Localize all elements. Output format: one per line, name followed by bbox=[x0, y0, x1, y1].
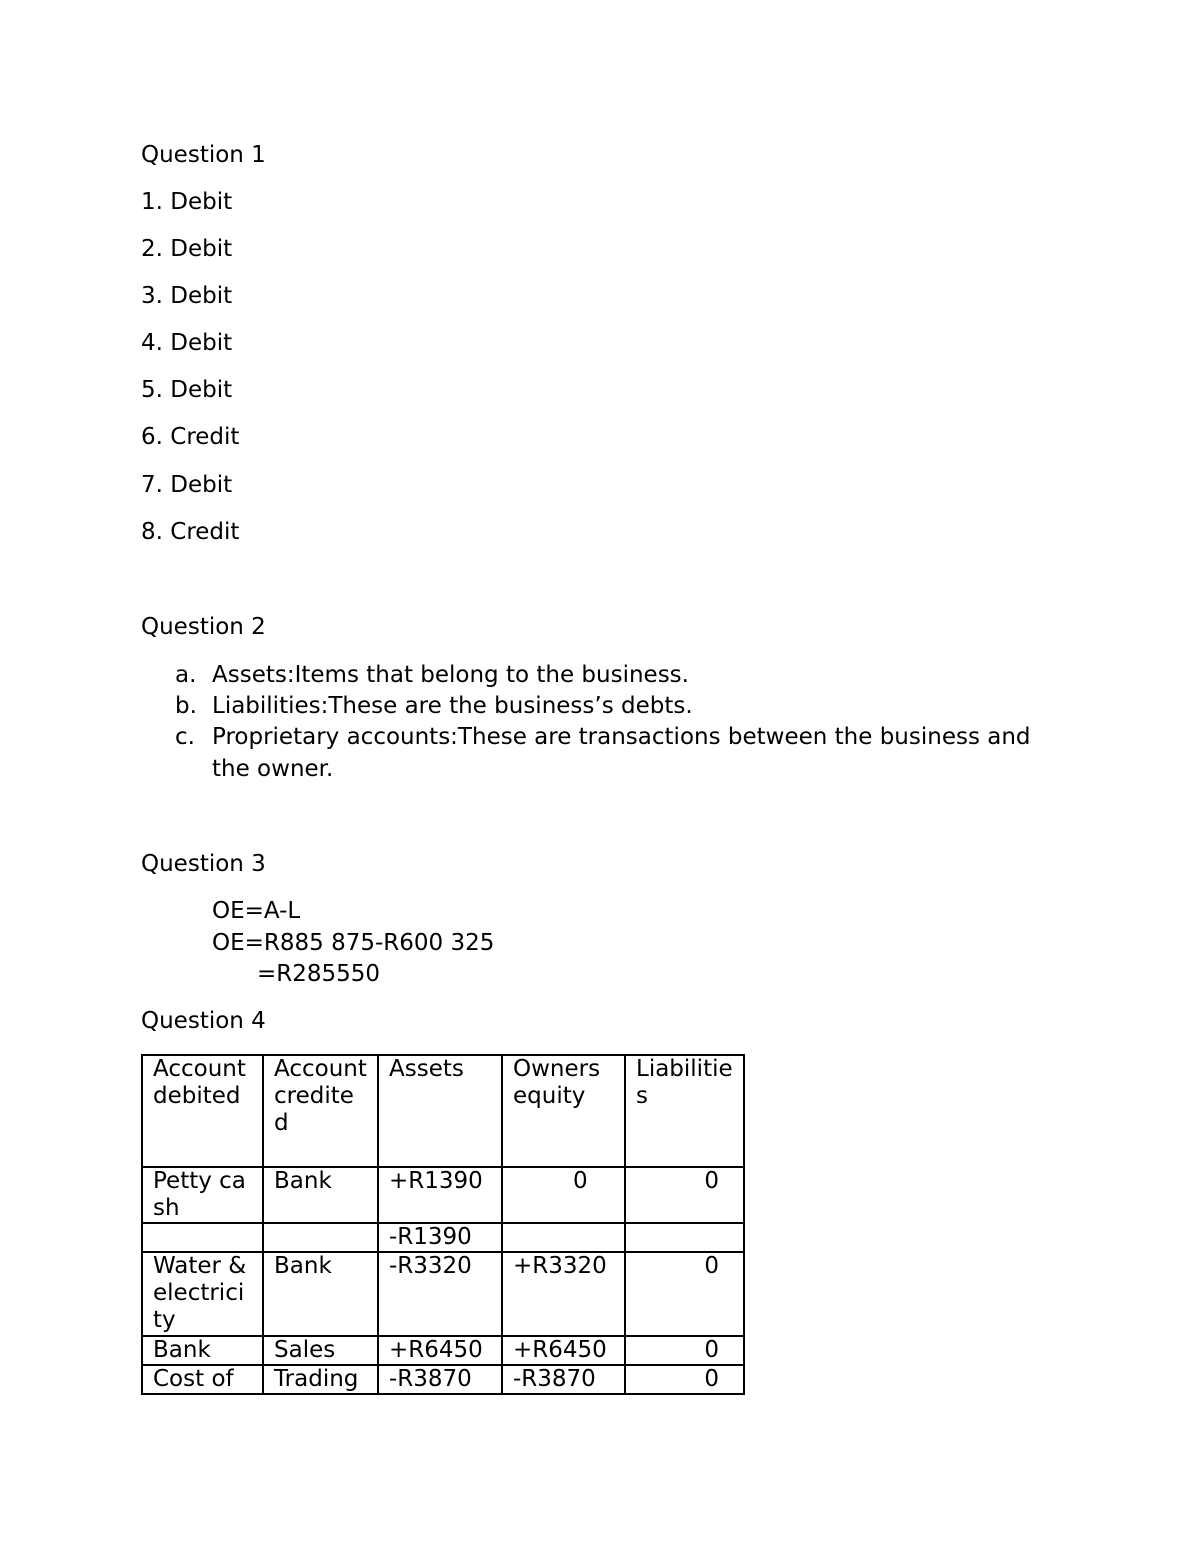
question-2-item-b bbox=[175, 692, 693, 720]
cell: +R6450 bbox=[378, 1336, 502, 1365]
header-owners-equity: Owners equity bbox=[502, 1055, 625, 1167]
equation-line: OE=A-L bbox=[212, 898, 301, 924]
question-1-answer: 3. Debit bbox=[141, 283, 233, 309]
cell: -R3870 bbox=[378, 1365, 502, 1394]
cell: Bank bbox=[263, 1167, 378, 1223]
cell: Bank bbox=[142, 1336, 263, 1365]
list-letter: b. bbox=[175, 693, 197, 719]
cell: -R3870 bbox=[502, 1365, 625, 1394]
list-text: Proprietary accounts:These are transactions between the business and bbox=[212, 724, 1031, 750]
list-text: Liabilities:These are the business’s debts. bbox=[212, 693, 693, 719]
cell: Bank bbox=[263, 1252, 378, 1336]
question-1-answer: 1. Debit bbox=[141, 189, 233, 215]
cell: +R1390 bbox=[378, 1167, 502, 1223]
header-account-credited: Account credited bbox=[263, 1055, 378, 1167]
question-4-title: Question 4 bbox=[141, 1008, 266, 1034]
question-2-item-c bbox=[175, 723, 1031, 751]
question-3-title: Question 3 bbox=[141, 851, 266, 877]
cell: Trading bbox=[263, 1365, 378, 1394]
cell: 0 bbox=[625, 1252, 744, 1336]
question-1-answer: 6. Credit bbox=[141, 424, 240, 450]
table-row bbox=[142, 1167, 744, 1223]
equation-line: OE=R885 875-R600 325 bbox=[212, 930, 495, 956]
question-2-title: Question 2 bbox=[141, 614, 266, 640]
cell: +R3320 bbox=[502, 1252, 625, 1336]
cell bbox=[263, 1223, 378, 1252]
cell bbox=[502, 1223, 625, 1252]
header-assets: Assets bbox=[378, 1055, 502, 1167]
list-letter: c. bbox=[175, 724, 195, 750]
list-letter: a. bbox=[175, 662, 197, 688]
question-2-item-c-continuation: the owner. bbox=[212, 756, 334, 782]
cell bbox=[142, 1223, 263, 1252]
cell: +R6450 bbox=[502, 1336, 625, 1365]
cell: Sales bbox=[263, 1336, 378, 1365]
header-liabilities: Liabilities bbox=[625, 1055, 744, 1167]
cell: -R3320 bbox=[378, 1252, 502, 1336]
header-account-debited: Account debited bbox=[142, 1055, 263, 1167]
cell: 0 bbox=[502, 1167, 625, 1223]
table-header-row bbox=[142, 1055, 744, 1167]
question-1-title: Question 1 bbox=[141, 142, 266, 168]
cell: Cost of bbox=[142, 1365, 263, 1394]
question-1-answer: 8. Credit bbox=[141, 519, 240, 545]
question-1-answer: 4. Debit bbox=[141, 330, 233, 356]
question-1-answer: 5. Debit bbox=[141, 377, 233, 403]
table-row bbox=[142, 1252, 744, 1336]
cell: 0 bbox=[625, 1365, 744, 1394]
table-row bbox=[142, 1223, 744, 1252]
cell: 0 bbox=[625, 1167, 744, 1223]
table-row bbox=[142, 1336, 744, 1365]
equation-result: =R285550 bbox=[257, 961, 381, 987]
list-text: Assets:Items that belong to the business. bbox=[212, 662, 689, 688]
cell: Petty cash bbox=[142, 1167, 263, 1223]
cell: 0 bbox=[625, 1336, 744, 1365]
cell: Water & electricity bbox=[142, 1252, 263, 1336]
accounting-equation-table bbox=[141, 1054, 745, 1395]
question-1-answer: 2. Debit bbox=[141, 236, 233, 262]
question-2-item-a bbox=[175, 661, 689, 689]
cell bbox=[625, 1223, 744, 1252]
cell: -R1390 bbox=[378, 1223, 502, 1252]
table-row bbox=[142, 1365, 744, 1394]
question-1-answer: 7. Debit bbox=[141, 472, 233, 498]
